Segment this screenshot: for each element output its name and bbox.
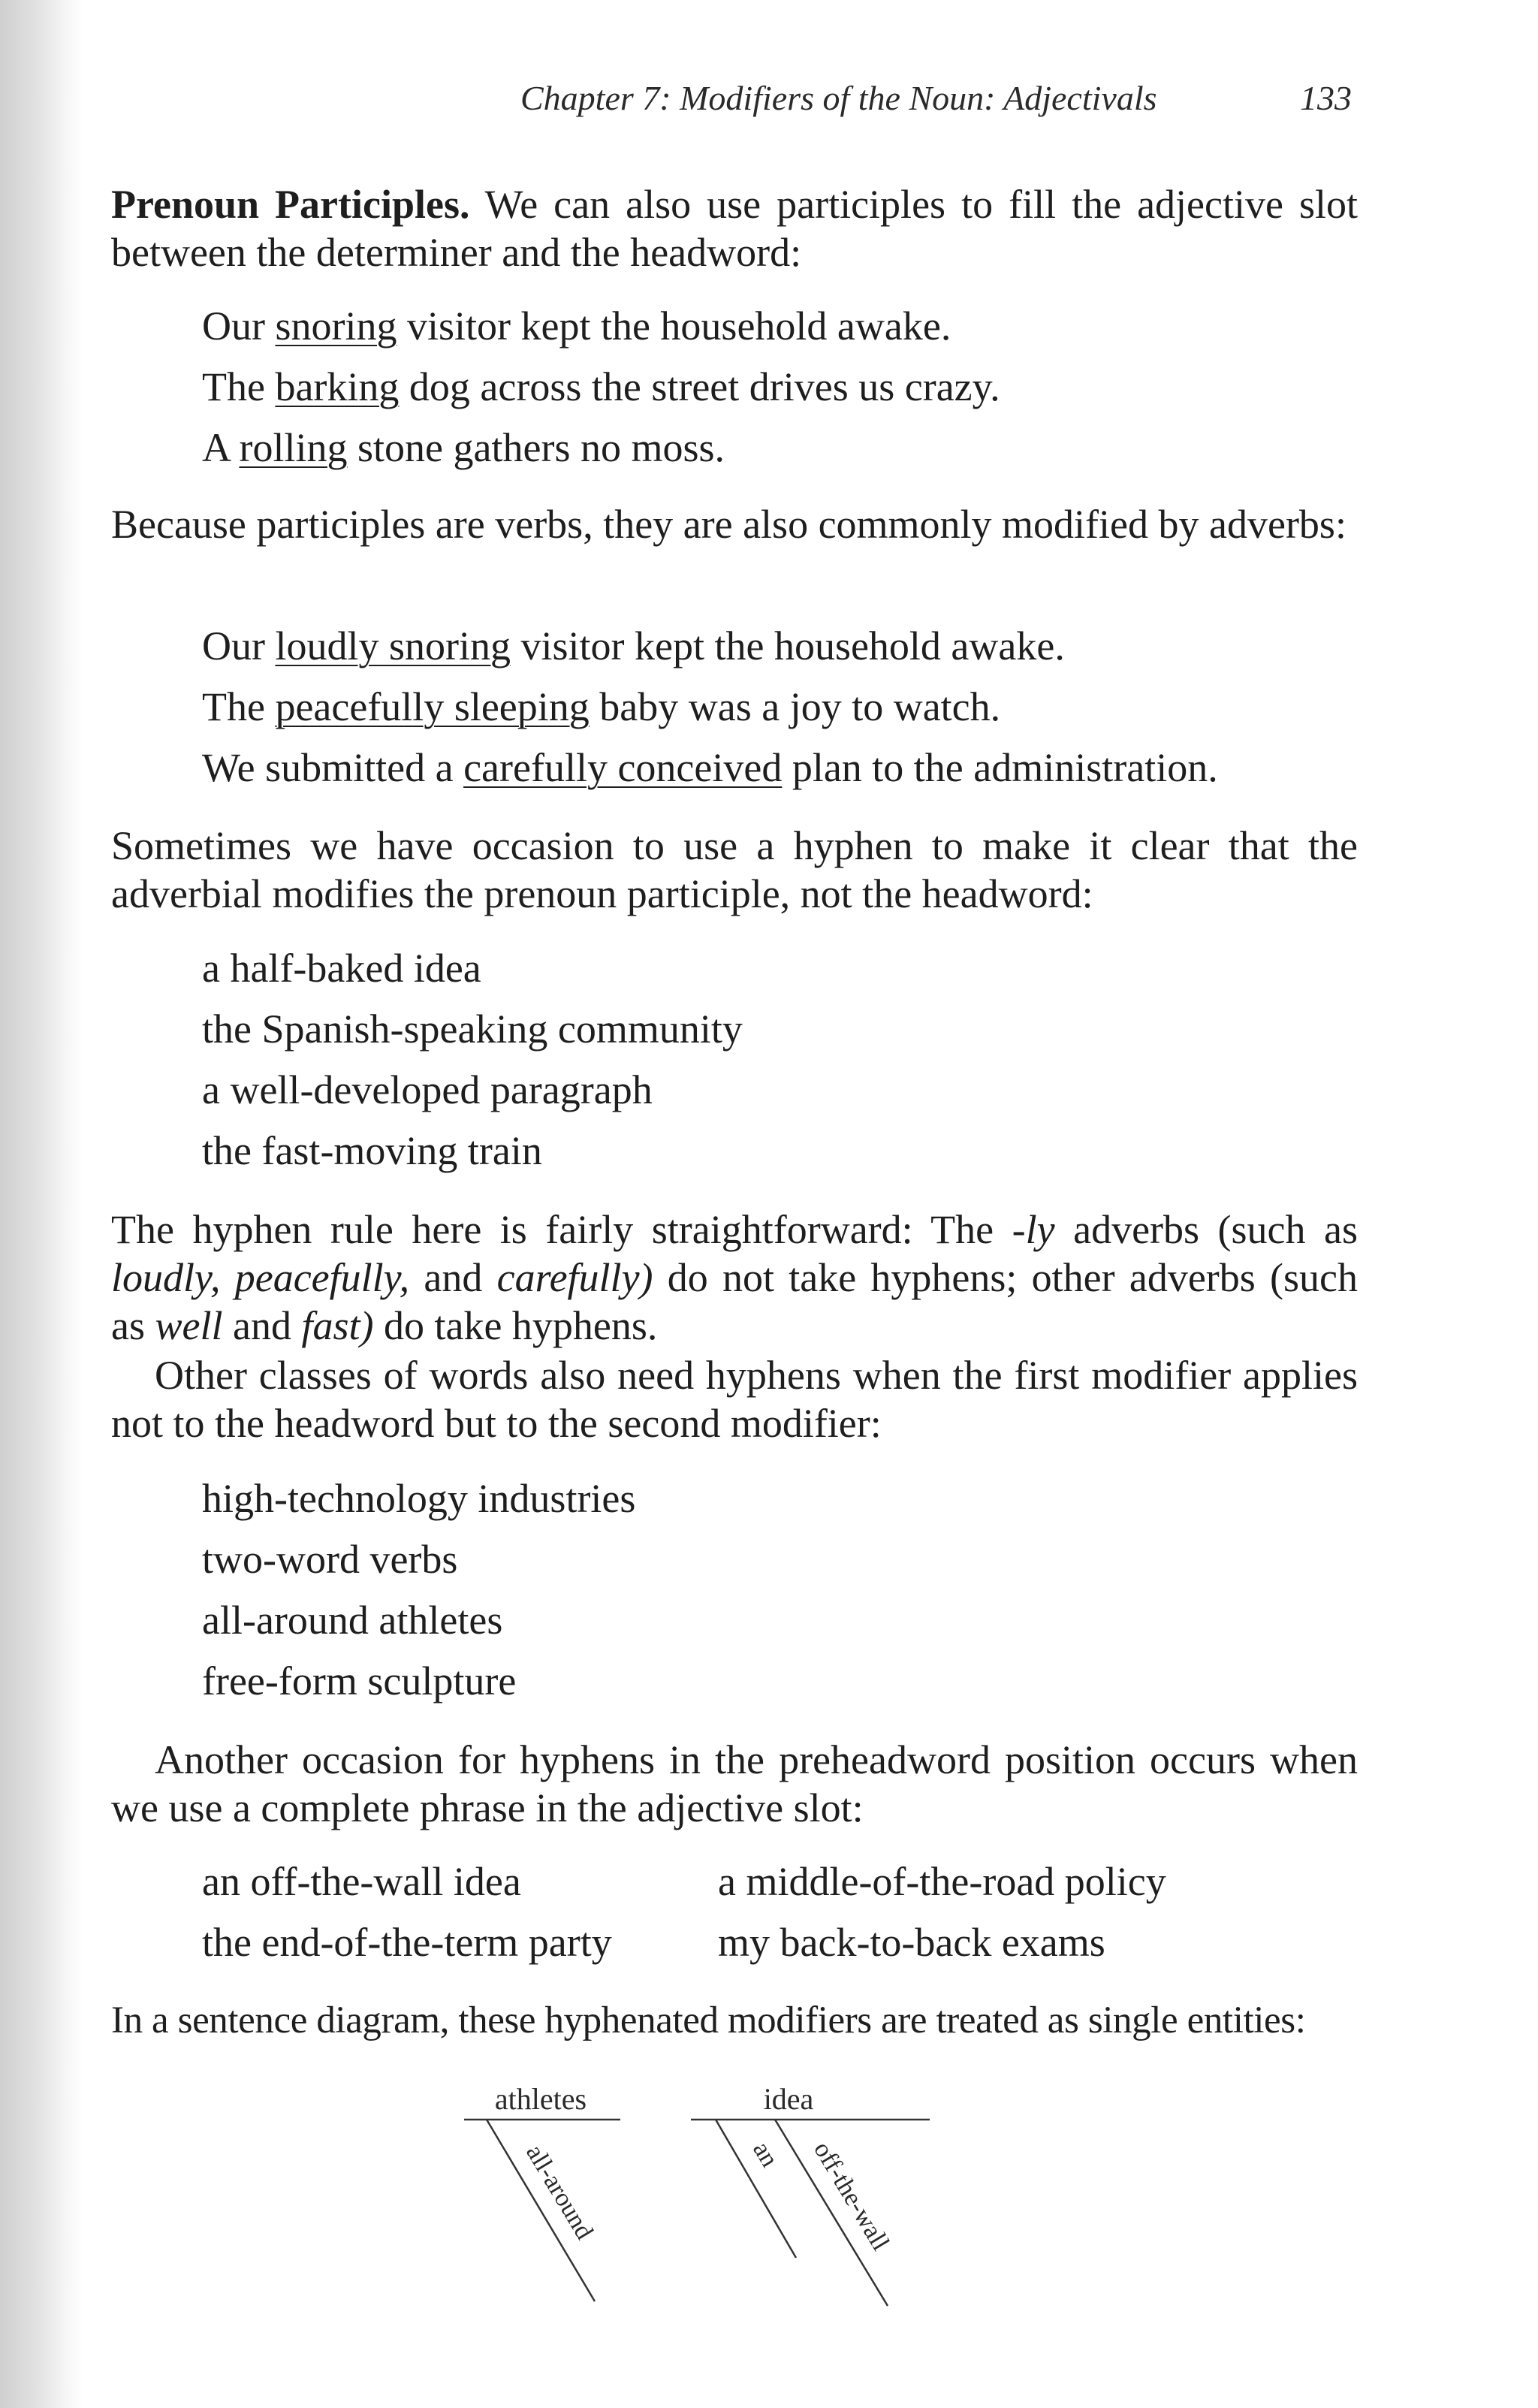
example-phrase: a middle-of-the-road policy [718, 1859, 1166, 1904]
hyphen-paragraph: Sometimes we have occasion to use a hyphen to make it clear that the adverbial modifies the prenoun participle, not the headword: [111, 823, 1358, 916]
example-sentence: Our snoring visitor kept the household awake. [202, 303, 951, 349]
diagram-intro: In a sentence diagram, these hyphenated modifiers are treated as single entities: [111, 1999, 1306, 2041]
running-head: Chapter 7: Modifiers of the Noun: Adjectivals [520, 79, 1157, 117]
example-phrase: the Spanish-speaking community [202, 1006, 743, 1052]
diagram-modifier: all-around [520, 2140, 599, 2244]
example-phrase: the end-of-the-term party [202, 1920, 612, 1965]
prenoun-intro: We can also use participles to fill the adjective slot between the determiner and the headword: [111, 182, 1359, 275]
example-sentence: Our loudly snoring visitor kept the household awake. [202, 623, 1065, 668]
prenoun-paragraph [111, 180, 1358, 276]
example-phrase: two-word verbs [202, 1537, 458, 1582]
page-number: 133 [1300, 79, 1352, 117]
example-phrase: an off-the-wall idea [202, 1859, 521, 1904]
example-sentence: We submitted a carefully conceived plan to the administration. [202, 745, 1218, 790]
page-gutter-shadow [0, 0, 83, 2408]
example-phrase: all-around athletes [202, 1598, 503, 1643]
book-page [111, 0, 1358, 2408]
classes-paragraph: Other classes of words also need hyphens when the first modifier applies not to the headword but to the second modifier: [111, 1353, 1358, 1446]
hyphen-rule-paragraph: The hyphen rule here is fairly straightforward: The -ly adverbs (such as loudly, peacefully, and carefully) do not take hyphens; other adverbs (such as well and fast) do take hyphens. [111, 1207, 1358, 1348]
example-phrase: free-form sculpture [202, 1658, 517, 1703]
example-phrase: the fast-moving train [202, 1128, 542, 1173]
adverbs-paragraph: Because participles are verbs, they are also commonly modified by adverbs: [111, 502, 1347, 547]
diagram-left [464, 2082, 620, 2301]
section-heading: Prenoun Participles. [111, 182, 470, 227]
example-sentence: The barking dog across the street drives us crazy. [202, 364, 1000, 409]
example-sentence: A rolling stone gathers no moss. [202, 425, 725, 470]
diagram-right [691, 2082, 930, 2306]
example-phrase: a half-baked idea [202, 946, 481, 991]
example-phrase: high-technology industries [202, 1476, 636, 1521]
example-phrase: my back-to-back exams [718, 1920, 1105, 1965]
diagram-modifier: off-the-wall [808, 2137, 895, 2256]
phrases-paragraph: Another occasion for hyphens in the preheadword position occurs when we use a complete phrase in the adjective slot: [111, 1737, 1358, 1830]
diagram-modifier: an [747, 2137, 784, 2172]
diagram-headword: athletes [494, 2082, 587, 2116]
sentence-diagrams [457, 2079, 937, 2312]
diagram-headword: idea [763, 2082, 814, 2116]
diagram-modifier-line [716, 2120, 796, 2258]
example-phrase: a well-developed paragraph [202, 1067, 653, 1112]
example-sentence: The peacefully sleeping baby was a joy to watch. [202, 684, 1001, 729]
